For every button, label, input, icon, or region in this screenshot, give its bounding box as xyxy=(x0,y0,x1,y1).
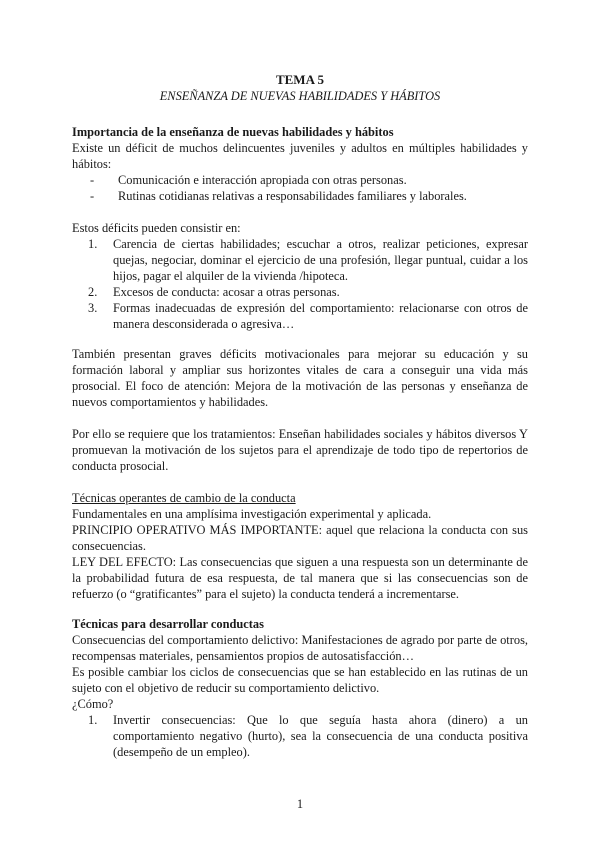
page-subtitle: ENSEÑANZA DE NUEVAS HABILIDADES Y HÁBITOS xyxy=(159,89,441,103)
section-heading-operant: Técnicas operantes de cambio de la conducta xyxy=(72,491,296,505)
item-number: 2. xyxy=(88,285,98,299)
paragraph-fundamentals: Fundamentales en una amplísima investigación experimental y aplicada. xyxy=(72,507,432,521)
page-number: 1 xyxy=(296,797,304,811)
numbered-item xyxy=(88,284,528,300)
item-number: 3. xyxy=(88,301,98,315)
section-heading-techniques: Técnicas para desarrollar conductas xyxy=(72,617,264,631)
numbered-item xyxy=(88,712,528,760)
item-text: Formas inadecuadas de expresión del comportamiento: relacionarse con otros de manera desconsiderada o agresiva… xyxy=(113,301,528,331)
list-item-text: Rutinas cotidianas relativas a responsabilidades familiares y laborales. xyxy=(118,189,467,203)
paragraph-intro: Existe un déficit de muchos delincuentes juveniles y adultos en múltiples habilidades y hábitos: xyxy=(72,141,528,171)
numbered-item xyxy=(88,300,528,332)
paragraph-possible: Es posible cambiar los ciclos de consecuencias que se han establecido en las rutinas de un sujeto con el objetivo de reducir su comportamiento delictivo. xyxy=(72,665,528,695)
paragraph-law-of-effect: LEY DEL EFECTO: Las consecuencias que siguen a una respuesta son un determinante de la probabilidad futura de esa respuesta, de tal manera que si las consecuencias son de refuerzo (o “gratificantes” para el sujeto) la conducta tenderá a incrementarse. xyxy=(72,555,528,601)
section-heading-importance: Importancia de la enseñanza de nuevas habilidades y hábitos xyxy=(72,125,394,139)
item-text: Carencia de ciertas habilidades; escuchar a otros, realizar peticiones, expresar quejas, negociar, dominar el ejercicio de una profesión, llegar puntual, cuidar a los hijos, pagar el alquiler de la vivienda /hipoteca. xyxy=(113,237,528,283)
paragraph-how: ¿Cómo? xyxy=(72,697,114,711)
dash-bullet: - xyxy=(90,189,95,203)
paragraph-principle: PRINCIPIO OPERATIVO MÁS IMPORTANTE: aquel que relaciona la conducta con sus consecuencias. xyxy=(72,523,528,553)
dash-bullet: - xyxy=(90,173,95,187)
item-text: Excesos de conducta: acosar a otras personas. xyxy=(113,285,340,299)
page-title: TEMA 5 xyxy=(275,72,325,87)
list-item-text: Comunicación e interacción apropiada con otras personas. xyxy=(118,173,407,187)
paragraph-consequences: Consecuencias del comportamiento delictivo: Manifestaciones de agrado por parte de otros, recompensas materiales, pensamientos propios de autosatisfacción… xyxy=(72,633,528,663)
item-number: 1. xyxy=(88,237,98,251)
paragraph-treatment: Por ello se requiere que los tratamientos: Enseñan habilidades sociales y hábitos diversos Y promuevan la motivación de los sujetos para el aprendizaje de todo tipo de repertorios de conducta prosocial. xyxy=(72,427,528,473)
paragraph-deficits-intro: Estos déficits pueden consistir en: xyxy=(72,221,241,235)
item-number: 1. xyxy=(88,713,98,727)
item-text: Invertir consecuencias: Que lo que seguía hasta ahora (dinero) a un comportamiento negativo (hurto), sea la consecuencia de una conducta positiva (desempeño de un empleo). xyxy=(113,713,528,759)
paragraph-motivation: También presentan graves déficits motivacionales para mejorar su educación y su formación laboral y ampliar sus horizontes vitales de cara a conseguir una vida más prosocial. El foco de atención: Mejora de la motivación de las personas y enseñanza de nuevos comportamientos y habilidades. xyxy=(72,347,528,409)
numbered-item xyxy=(88,236,528,284)
